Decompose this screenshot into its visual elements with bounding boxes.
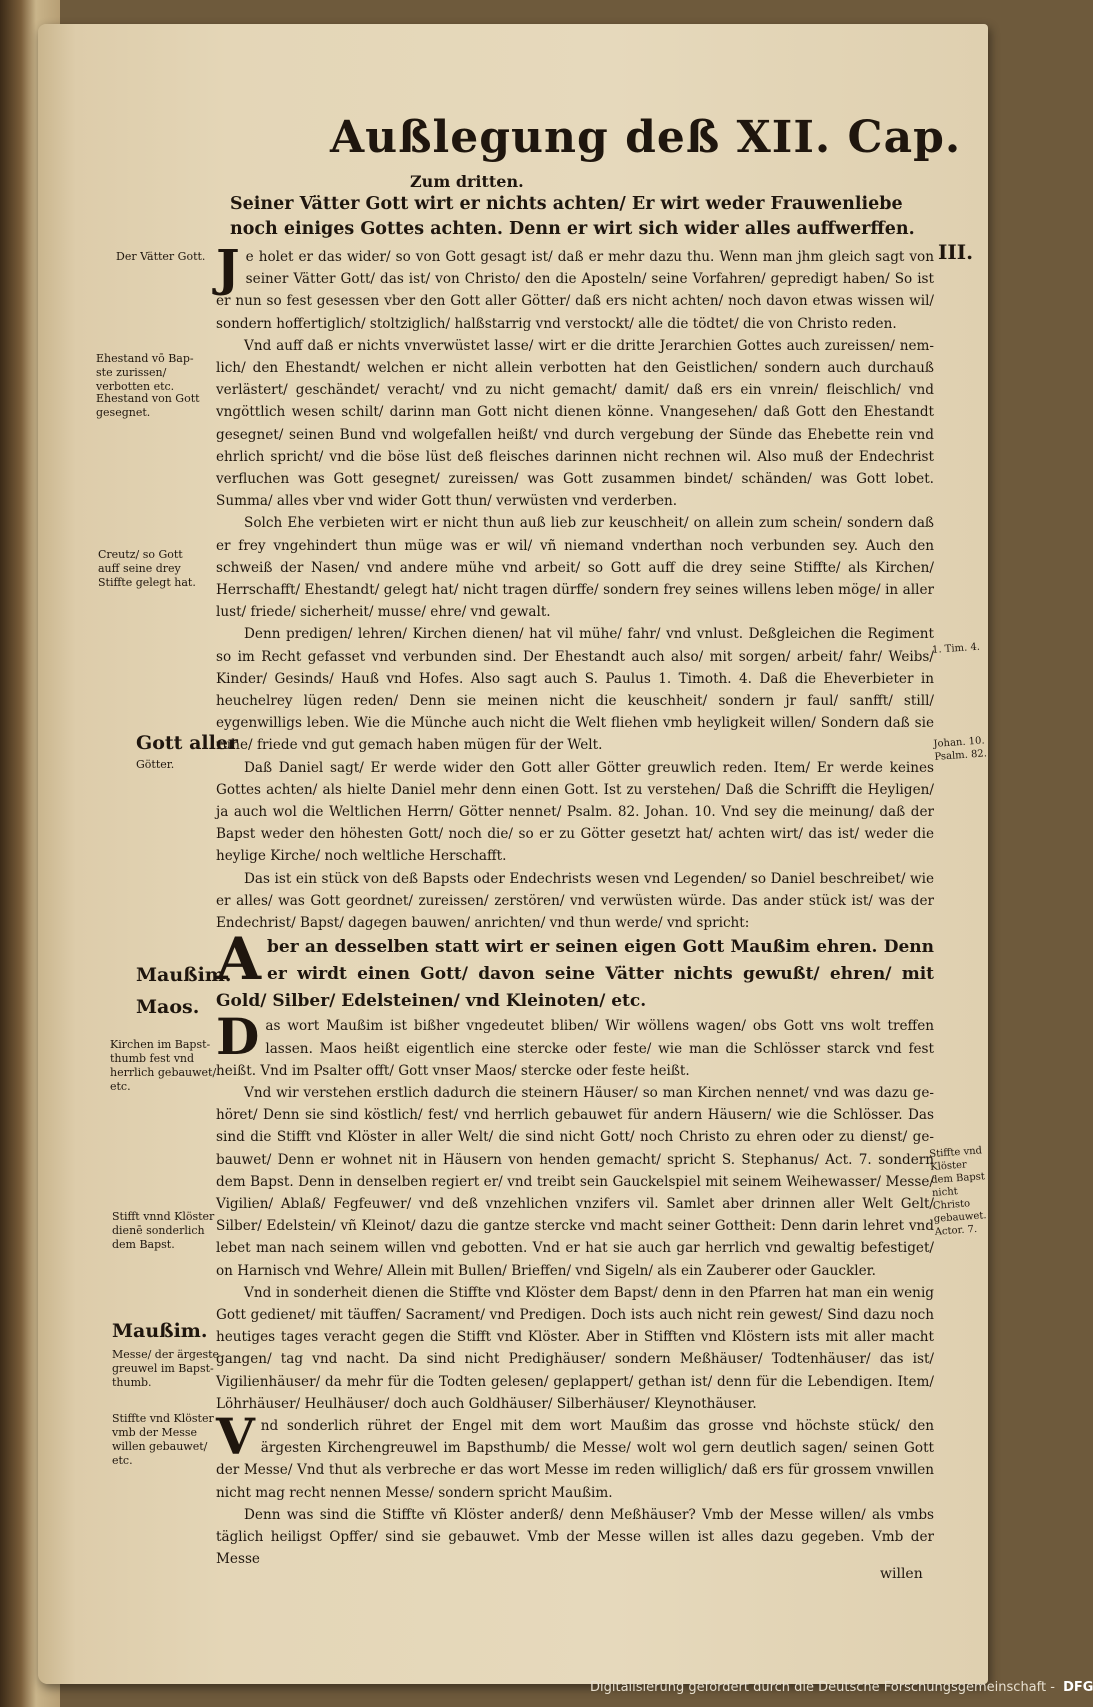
running-title: Außlegung deß XII. Cap. <box>330 112 962 163</box>
scripture-quote: Aber an desselben statt wirt er seinen eigen Gott Maußim ehren. Denn er wirdt einen Gott/ davon seine Vätter nichts gewußt/ ehren/ mit Gold/ Silber/ Edelsteinen/ vnd Kleinoten/ etc. <box>216 925 934 1012</box>
dfg-logo: DFG <box>1063 1680 1093 1695</box>
body-text <box>216 238 934 1570</box>
digitization-credit <box>590 1680 1093 1695</box>
margin-note: Kirchen im Bapstthumb fest vnd herrlich gebauwet/ etc. <box>110 1038 217 1093</box>
paragraph: Vnd in sonderheit dienen die Stiffte vnd Klöster dem Bapst/ denn in den Pfarren hat man ein wenig Gott gedienet/ mit täuffen/ Sacrament/ vnd Predigen. Doch ists auch nicht rein gewest/ Sind dazu noch heutiges tages veracht gegen die Stifft vnd Klöster. Aber in Stifften vnd Klöstern ists mit aller macht gangen/ tag vnd nacht. Da sind nicht Predighäuser/ sondern Meßhäuser/ Todtenhäuser/ das ist/ Vigilienhäuser/ da mehr für die Todten gelesen/ geplappert/ gethan ist/ denn für die Lebendigen. Item/ Löhrhäuser/ Heulhäuser/ doch auch Goldhäuser/ Silberhäuser/ Kleynothäuser. <box>216 1284 934 1412</box>
paragraph: Das ist ein stück von deß Bapsts oder Endechrists wesen vnd Legenden/ so Daniel beschreibet/ wie er alles/ was Gott geordnet/ zureissen/ zerstören/ vnd verwüsten würde. Das ander stück ist/ was der Endechrist/ Bapst/ dagegen bauwen/ anrichten/ vnd thun werde/ vnd spricht: <box>216 870 934 932</box>
margin-note: Ehestand vō Bapste zurissen/ verbotten etc. <box>96 352 194 393</box>
paragraph: Das wort Maußim ist bißher vngedeutet bliben/ Wir wöllens wagen/ obs Gott vns wolt treffen lassen. Maos heißt eigentlich eine stercke oder feste/ wie man die Schlösser starck vnd fest heißt. Vnd im Psalter offt/ Gott vnser Maos/ stercke oder feste heißt. <box>216 1007 934 1079</box>
paragraph: Denn predigen/ lehren/ Kirchen dienen/ hat vil mühe/ fahr/ vnd vnlust. Deßgleichen die Regiment so im Recht gefasset vnd verbunden sind. Der Ehestandt auch also/ mit sorgen/ arbeit/ fahr/ Weibs/ Kinder/ Gesinds/ Hauß vnd Hofes. Also sagt auch S. Paulus 1. Timoth. 4. Daß die Eheverbieter in heuchelrey lügen reden/ Denn sie meinen nicht die keuschheit/ sondern jr faul/ sanfft/ still/ eygenwilligs leben. Wie die Münche auch nicht die Welt fliehen vmb heyligkeit willen/ Sondern daß sie ruhe/ friede vnd gut gemach haben mügen für der Welt. <box>216 626 934 754</box>
margin-note: Maußim. <box>136 964 232 986</box>
paragraph: Daß Daniel sagt/ Er werde wider den Gott aller Götter greuwlich reden. Item/ Er werde keines Gottes achten/ als hielte Daniel mehr denn einen Gott. Ist zu verstehen/ Daß die Schrifft die Heyligen/ ja auch wol die Weltlichen Herrn/ Götter nennet/ Psalm. 82. Johan. 10. Vnd sey die meinung/ daß der Bapst weder den höhesten Gott/ noch die/ so er zu Götter gesetzt hat/ achten wirt/ das ist/ weder die heylige Kirche/ noch weltliche Herschafft. <box>216 759 934 865</box>
paragraph: Vnd sonderlich rühret der Engel mit dem wort Maußim das grosse vnd höchste stück/ den ärgesten Kirchengreuwel im Bapsthumb/ die Messe/ wolt wol gern deutlich sagen/ seinen Gott der Messe/ Vnd thut als verbreche er das wort Messe im reden williglich/ daß ers für grossem vnwillen nicht mag recht nennen Messe/ sondern spricht Maußim. <box>216 1406 934 1501</box>
margin-note: 1. Tim. 4. <box>931 641 981 656</box>
paragraph: Je holet er das wider/ so von Gott gesagt ist/ daß er mehr dazu thu. Wenn man jhm gleich sagt von seiner Vätter Gott/ das ist/ von Christo/ den die Aposteln/ seine Vorfahren/ gepredigt haben/ So ist er nun so fest gesessen vber den Gott aller Götter/ daß ers nicht achten/ noch davon etwas wissen wil/ sondern hoffertiglich/ stoltziglich/ halßstarrig vnd verstockt/ alle die tödtet/ die von Christo reden. <box>216 238 934 332</box>
margin-note: Maos. <box>136 996 200 1018</box>
margin-note: Stiffte vnd Klöster vmb der Messe willen gebauwet/ etc. <box>112 1412 214 1467</box>
margin-note: Gott aller <box>136 732 238 754</box>
margin-note: Stifft vnnd Klöster dienē sonderlich dem Bapst. <box>112 1210 215 1251</box>
margin-note: Johan. 10. Psalm. 82. <box>933 735 988 763</box>
paragraph: Denn was sind die Stiffte vñ Klöster anderß/ denn Meßhäuser? Vmb der Messe willen/ als vmbs täglich heiligst Opffer/ sind sie gebauwet. Vmb der Messe willen ist alles dazu gegeben. Vmb der Messe <box>216 1506 934 1568</box>
paragraph: Vnd auff daß er nichts vnverwüstet lasse/ wirt er die dritte Jerarchien Gottes auch zureissen/ nemlich/ den Ehestandt/ welchen er nicht allein verbotten hat den Geistlichen/ sondern auch durchauß verlästert/ geschändet/ veracht/ vnd zu nicht gemacht/ damit/ daß ers ein vnrein/ fleischlich/ vnd vngöttlich wesen schilt/ darinn man Gott nicht dienen könne. Vnangesehen/ daß Gott den Ehestandt gesegnet/ seinen Bund vnd wolgefallen heißt/ vnd durch vergebung der Sünde das Ehebette rein vnd ehrlich spricht/ vnd die böse lüst deß fleisches darinnen nicht rechnen wil. Also muß der Endechrist verfluchen was Gott gesegnet/ zureissen/ was Gott zusammen bindet/ schänden/ was Gott lobet. Summa/ alles vber vnd wider Gott thun/ verwüsten vnd verderben. <box>216 337 934 510</box>
paragraph: Solch Ehe verbieten wirt er nicht thun auß lieb zur keuschheit/ on allein zum schein/ sondern daß er frey vngehindert thun müge was er wil/ vñ niemand vnderthan noch verbunden sey. Auch den schweiß der Nasen/ vnd andere mühe vnd arbeit/ so Gott auff die drey seine Stiffte/ als Kirchen/ Herrschafft/ Ehestandt/ gelegt hat/ nicht tragen dürffe/ sondern frey seines willens leben möge/ in aller lust/ friede/ sicherheit/ musse/ ehre/ vnd gewalt. <box>216 515 934 621</box>
scripture-heading: Seiner Vätter Gott wirt er nichts achten/ Er wirt weder Frauwenliebe noch einiges Gottes achten. Denn er wirt sich wider alles auffwerffen. <box>230 194 915 239</box>
margin-note: Maußim. <box>112 1320 208 1342</box>
paragraph: Vnd wir verstehen erstlich dadurch die steinern Häuser/ so man Kirchen nennet/ vnd was dazu gehöret/ Denn sie sind köstlich/ fest/ vnd herrlich gebauwet für andern Häusern/ wie die Schlösser. Das sind die Stifft vnd Klöster in aller Welt/ die sind nicht Gott/ noch Christo zu ehren oder zu dienst/ gebauwet/ Denn er wohnet nit in Häusern von henden gemacht/ spricht S. Stephanus/ Act. 7. sondern dem Bapst. Denn in denselben regiert er/ vnd treibt sein Gauckelspiel mit seinem Weihewasser/ Messe/ Vigilien/ Ablaß/ Fegfeuwer/ vnd deß vnzehlichen vnzifers vil. Samlet aber drinnen aller Welt Gelt/ Silber/ Edelstein/ vñ Kleinot/ dazu die gantze stercke vnd macht seiner Gottheit: Denn darin lehret vnd lebet man nach seinem willen vnd gebotten. Vnd er hat sie auch gar herrlich vnd gewaltig befestiget/ on Harnisch vnd Wehre/ Allein mit Bullen/ Brieffen/ vnd Sigeln/ als ein Zauberer oder Gauckler. <box>216 1084 934 1279</box>
margin-note: Ehestand von Gott gesegnet. <box>96 392 200 419</box>
margin-note: Götter. <box>136 758 175 771</box>
margin-note: Der Vätter Gott. <box>116 250 206 263</box>
margin-note: Stiffte vnd Klöster dem Bapst nicht Christo gebauwet. Actor. 7. <box>928 1145 987 1238</box>
catchword: willen <box>880 1566 923 1582</box>
margin-note: Messe/ der ärgeste greuwel im Bapstthumb. <box>112 1348 220 1389</box>
credit-text: Digitalisierung gefördert durch die Deutsche Forschungsgemeinschaft - <box>590 1680 1055 1695</box>
section-numeral: III. <box>938 240 974 264</box>
margin-note: Creutz/ so Gott auff seine drey Stiffte gelegt hat. <box>98 548 196 589</box>
section-label: Zum dritten. <box>410 172 524 191</box>
